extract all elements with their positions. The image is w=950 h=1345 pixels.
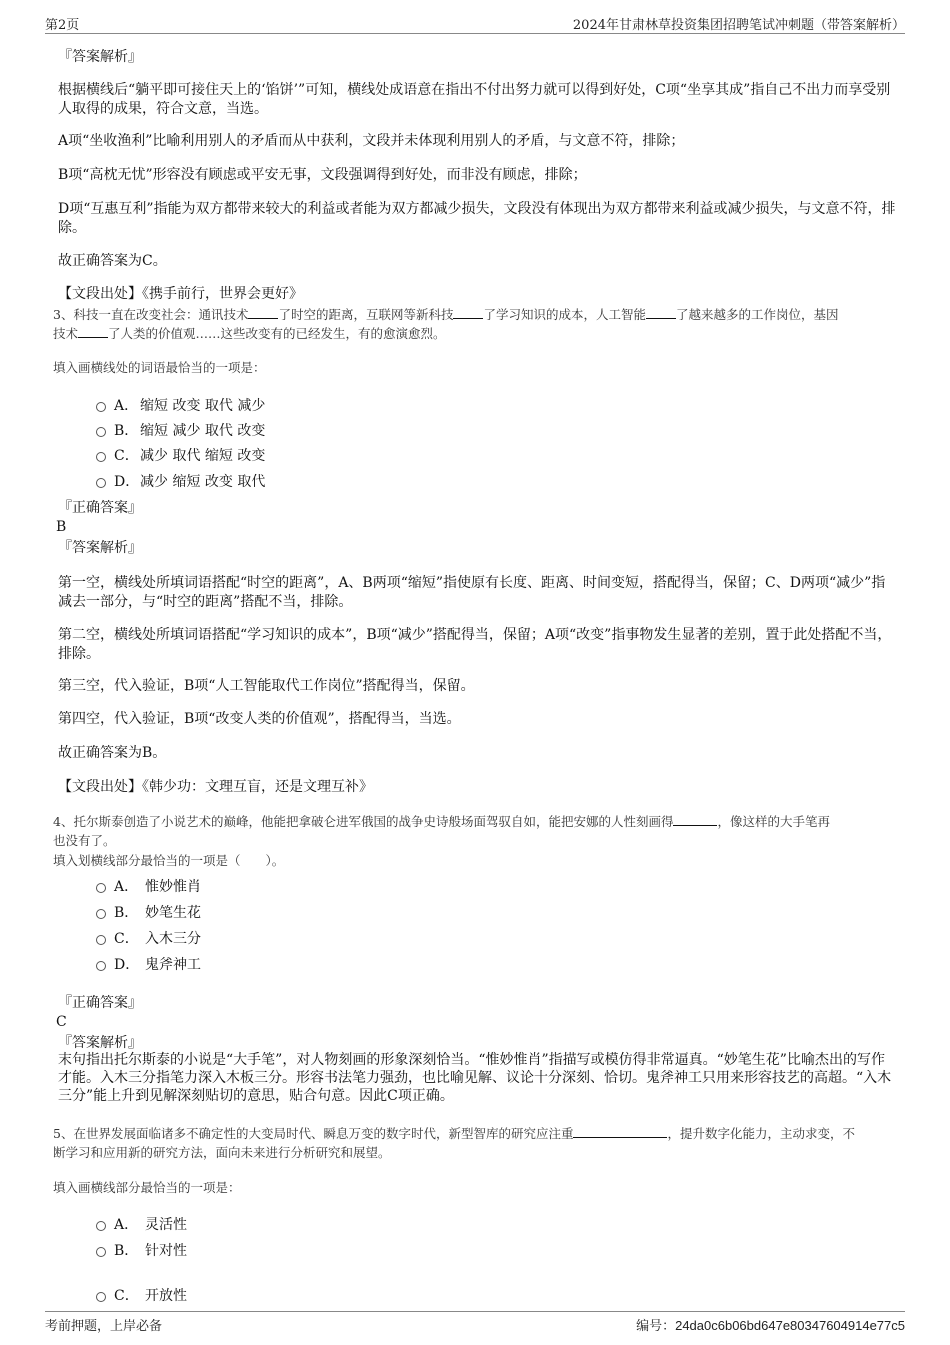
radio-icon[interactable] — [96, 883, 106, 893]
option-text: 开放性 — [145, 1288, 187, 1304]
option-text: 入木三分 — [145, 931, 201, 947]
document-title: 2024年甘肃林草投资集团招聘笔试冲刺题（带答案解析） — [572, 18, 905, 33]
option-letter: D． — [114, 957, 140, 973]
q2-analysis-p3: B项“高枕无忧”形容没有顾虑或平安无事，文段强调得到好处，而非没有顾虑，排除； — [58, 167, 587, 183]
option-letter: A． — [114, 879, 139, 895]
radio-icon[interactable] — [96, 909, 106, 919]
option-text: 灵活性 — [145, 1217, 187, 1233]
radio-icon[interactable] — [96, 935, 106, 945]
q3-answer-label: 『正确答案』 — [58, 500, 142, 516]
q2-analysis-p1: 根据横线后“躺平即可接住天上的‘馅饼’”可知，横线处成语意在指出不付出努力就可以得到好处，C项“坐享其成”指自己不出力而享受别人取得的成果，符合文意，当选。 — [58, 82, 891, 117]
option-letter: C． — [114, 448, 139, 464]
footer-code — [636, 1315, 905, 1334]
option-letter: B． — [114, 905, 139, 921]
option-letter: C． — [114, 931, 139, 947]
option-letter: C． — [114, 1288, 139, 1304]
q3-source: 【文段出处】《韩少功：文理互盲，还是文理互补》 — [58, 779, 373, 795]
q3-prompt: 填入画横线处的词语最恰当的一项是： — [53, 360, 266, 375]
radio-icon[interactable] — [96, 452, 106, 462]
q2-analysis-label: 『答案解析』 — [58, 49, 142, 65]
q3-analysis-label: 『答案解析』 — [58, 540, 142, 556]
q2-analysis-p4: D项“互惠互利”指能为双方都带来较大的利益或者能为双方都减少损失，文段没有体现出为双方都带来利益或减少损失，与文意不符，排除。 — [58, 201, 896, 236]
option-text: 针对性 — [145, 1243, 187, 1259]
option-text: 鬼斧神工 — [145, 957, 201, 973]
option-letter: A． — [114, 1217, 139, 1233]
q3-analysis-p2: 第二空，横线处所填词语搭配“学习知识的成本”，B项“减少”搭配得当，保留；A项“改变”指事物发生显著的差别，置于此处搭配不当，排除。 — [58, 627, 892, 662]
option-letter: D． — [114, 474, 140, 490]
footer-slogan: 考前押题，上岸必备 — [45, 1319, 163, 1334]
q3-analysis-p3: 第三空，代入验证，B项“人工智能取代工作岗位”搭配得当，保留。 — [58, 678, 475, 694]
q4-analysis-label: 『答案解析』 — [58, 1035, 142, 1051]
radio-icon[interactable] — [96, 1247, 106, 1257]
q2-source: 【文段出处】《携手前行，世界会更好》 — [58, 286, 303, 302]
q3-answer: B — [56, 519, 67, 535]
radio-icon[interactable] — [96, 1292, 106, 1302]
option-letter: B． — [114, 1243, 139, 1259]
q5-stem: 5、在世界发展面临诸多不确定性的大变局时代、瞬息万变的数字时代，新型智库的研究应注重 ，提升数字化能力，主动求变，不 断学习和应用新的研究方法，面向未来进行分析研究和展望。 — [53, 1126, 855, 1160]
q3-stem: 3、科技一直在改变社会：通讯技术 了时空的距离，互联网等新科技 了学习知识的成本，人工智能 了越来越多的工作岗位，基因 技术 了人类的价值观……这些改变有的已经发生，有的愈演愈烈。 — [53, 307, 839, 341]
q5-prompt: 填入画横线部分最恰当的一项是： — [53, 1180, 241, 1195]
footer-code-value: 24da0c6b06bd647e80347604914e77c5 — [675, 1318, 905, 1333]
header-divider — [45, 33, 905, 34]
q3-analysis-p4: 第四空，代入验证，B项“改变人类的价值观”，搭配得当，当选。 — [58, 711, 461, 727]
option-text: 减少 缩短 改变 取代 — [140, 474, 266, 490]
radio-icon[interactable] — [96, 478, 106, 488]
footer-divider — [45, 1311, 905, 1312]
q4-stem: 4、托尔斯泰创造了小说艺术的巅峰，他能把拿破仑进军俄国的战争史诗般场面驾驭自如，能把安娜的人性刻画得 ，像这样的大手笔再 也没有了。 — [53, 814, 830, 848]
radio-icon[interactable] — [96, 1221, 106, 1231]
option-text: 缩短 改变 取代 减少 — [140, 398, 266, 414]
q3-analysis-p1: 第一空，横线处所填词语搭配“时空的距离”，A、B两项“缩短”指使原有长度、距离、时间变短，搭配得当，保留；C、D两项“减少”指减去一部分，与“时空的距离”搭配不当，排除。 — [58, 575, 886, 610]
radio-icon[interactable] — [96, 961, 106, 971]
page-number: 第2页 — [45, 18, 80, 33]
q2-conclusion: 故正确答案为C。 — [58, 253, 167, 269]
option-text: 妙笔生花 — [145, 905, 201, 921]
option-text: 缩短 减少 取代 改变 — [140, 423, 266, 439]
q4-prompt: 填入划横线部分最恰当的一项是（ ）。 — [53, 853, 285, 868]
q4-analysis: 末句指出托尔斯泰的小说是“大手笔”，对人物刻画的形象深刻恰当。“惟妙惟肖”指描写或模仿得非常逼真。“妙笔生花”比喻杰出的写作才能。入木三分指笔力深入木板三分。形容书法笔力强劲，也比喻见解、议论十分深刻、恰切。鬼斧神工只用来形容技艺的高超。“入木三分”能上升到见解深刻贴切的意思，贴合句意。因此C项正确。 — [58, 1052, 892, 1104]
q4-answer-label: 『正确答案』 — [58, 995, 142, 1011]
option-text: 减少 取代 缩短 改变 — [140, 448, 266, 464]
q2-analysis-p2: A项“坐收渔利”比喻利用别人的矛盾而从中获利，文段并未体现利用别人的矛盾，与文意不符，排除； — [58, 133, 685, 149]
radio-icon[interactable] — [96, 427, 106, 437]
option-text: 惟妙惟肖 — [145, 879, 201, 895]
radio-icon[interactable] — [96, 402, 106, 412]
option-letter: B． — [114, 423, 139, 439]
option-letter: A． — [114, 398, 139, 414]
q3-conclusion: 故正确答案为B。 — [58, 745, 167, 761]
footer-code-label: 编号： — [636, 1319, 676, 1334]
q4-answer: C — [56, 1014, 67, 1030]
